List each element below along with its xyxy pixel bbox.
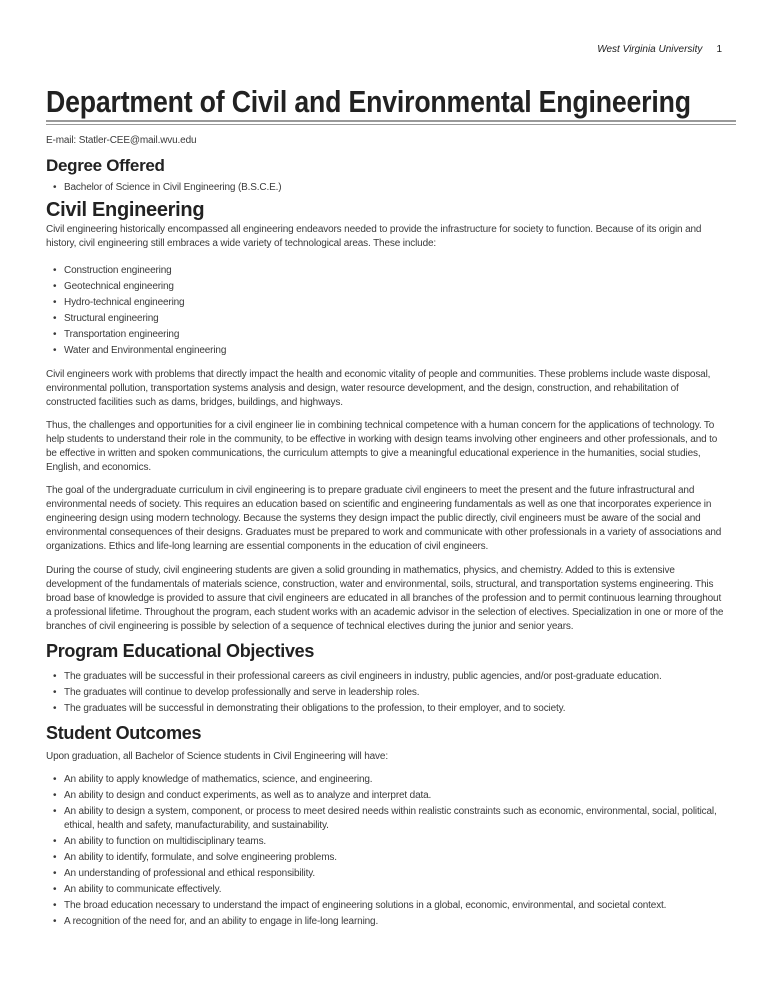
- areas-list: [46, 264, 726, 360]
- paragraph: During the course of study, civil engineering students are given a solid grounding in mathematics, physics, and chemistry. Added to this is extensive development of the fundamentals of materials science, construction, water and environmental, soils, structural, and transportation systems engineering. This broad base of knowledge is provided to assure that civil engineers are educated in all branches of the profession and to permit continuous learning throughout a professional lifetime. Throughout the program, each student works with an academic advisor in the selection of electives. Specialization in one or more of the branches of civil engineering is possible by selection of a sequence of technical electives during the junior and senior years.: [46, 565, 724, 632]
- civil-engineering-heading: Civil Engineering: [46, 199, 205, 221]
- objectives-list: [46, 670, 726, 718]
- paragraph: Thus, the challenges and opportunities for a civil engineer lie in combining technical competence with a human concern for the applications of technology. To help students to understand their role in the community, to be effective in working with design teams involving other engineers and other professionals, and to be effective in written and spoken communications, the curriculum attempts to give a meaningful educational experience in the humanities, social studies, English, and economics.: [46, 420, 718, 473]
- running-header: [597, 43, 722, 57]
- outcomes-heading: Student Outcomes: [46, 723, 202, 743]
- list-item: • Transportation engineering: [46, 328, 726, 342]
- outcomes-list: [46, 773, 726, 931]
- paragraph: Civil engineers work with problems that directly impact the health and economic vitality of people and communities. These problems include waste disposal, environmental pollution, transportation systems analysis and design, water resource development, and the design, construction, and rehabilitation of constructed facilities such as dams, bridges, buildings, and highways.: [46, 369, 711, 408]
- list-item: • Geotechnical engineering: [46, 280, 726, 294]
- list-item: • An ability to design a system, component, or process to meet desired needs within realistic constraints such as economic, environmental, social, political, ethical, health and safety, manufacturability, and sustainability.: [46, 805, 726, 833]
- list-item: • A recognition of the need for, and an ability to engage in life-long learning.: [46, 915, 726, 929]
- list-item: • Construction engineering: [46, 264, 726, 278]
- list-item: • The graduates will be successful in demonstrating their obligations to the profession, to their employer, and to society.: [46, 702, 726, 716]
- list-item: • Hydro-technical engineering: [46, 296, 726, 310]
- list-item: • The broad education necessary to understand the impact of engineering solutions in a global, economic, environmental, and societal context.: [46, 899, 726, 913]
- civil-intro-paragraph: Civil engineering historically encompassed all engineering endeavors needed to provide the infrastructure for society to function. Because of its origin and history, civil engineering still embraces a wide variety of technological areas. These include:: [46, 224, 702, 249]
- email-line: E-mail: Statler-CEE@mail.wvu.edu: [46, 135, 197, 146]
- list-item: • Bachelor of Science in Civil Engineering (B.S.C.E.): [46, 181, 726, 195]
- list-item: • An understanding of professional and ethical responsibility.: [46, 867, 726, 881]
- list-item: • An ability to design and conduct experiments, as well as to analyze and interpret data.: [46, 789, 726, 803]
- page-title: Department of Civil and Environmental Engineering: [46, 84, 691, 119]
- list-item: • An ability to communicate effectively.: [46, 883, 726, 897]
- list-item: • An ability to apply knowledge of mathematics, science, and engineering.: [46, 773, 726, 787]
- list-item: • The graduates will continue to develop professionally and serve in leadership roles.: [46, 686, 726, 700]
- title-rule: [46, 120, 736, 125]
- list-item: • The graduates will be successful in their professional careers as civil engineers in industry, public agencies, and/or post-graduate education.: [46, 670, 726, 684]
- list-item: • Structural engineering: [46, 312, 726, 326]
- list-item: • An ability to identify, formulate, and solve engineering problems.: [46, 851, 726, 865]
- institution-name: West Virginia University: [597, 44, 703, 55]
- list-item: • An ability to function on multidisciplinary teams.: [46, 835, 726, 849]
- page-number: 1: [716, 44, 722, 55]
- list-item: • Water and Environmental engineering: [46, 344, 726, 358]
- outcomes-intro: Upon graduation, all Bachelor of Science students in Civil Engineering will have:: [46, 751, 388, 762]
- degree-heading: Degree Offered: [46, 156, 165, 175]
- degree-list: [46, 181, 726, 197]
- objectives-heading: Program Educational Objectives: [46, 641, 315, 661]
- paragraph: The goal of the undergraduate curriculum in civil engineering is to prepare graduate civil engineers to meet the present and the future infrastructural and environmental needs of society. This requires an education based on scientific and engineering fundamentals as well as one that incorporates experience in engineering design using modern technology. Because the systems they design impact the public directly, civil engineers must be aware of the social and environmental consequences of their designs. Graduates must be prepared to work and communicate with other professionals in a variety of associations and organizations. Ethics and life-long learning are essential components in the education of civil engineers.: [46, 485, 722, 552]
